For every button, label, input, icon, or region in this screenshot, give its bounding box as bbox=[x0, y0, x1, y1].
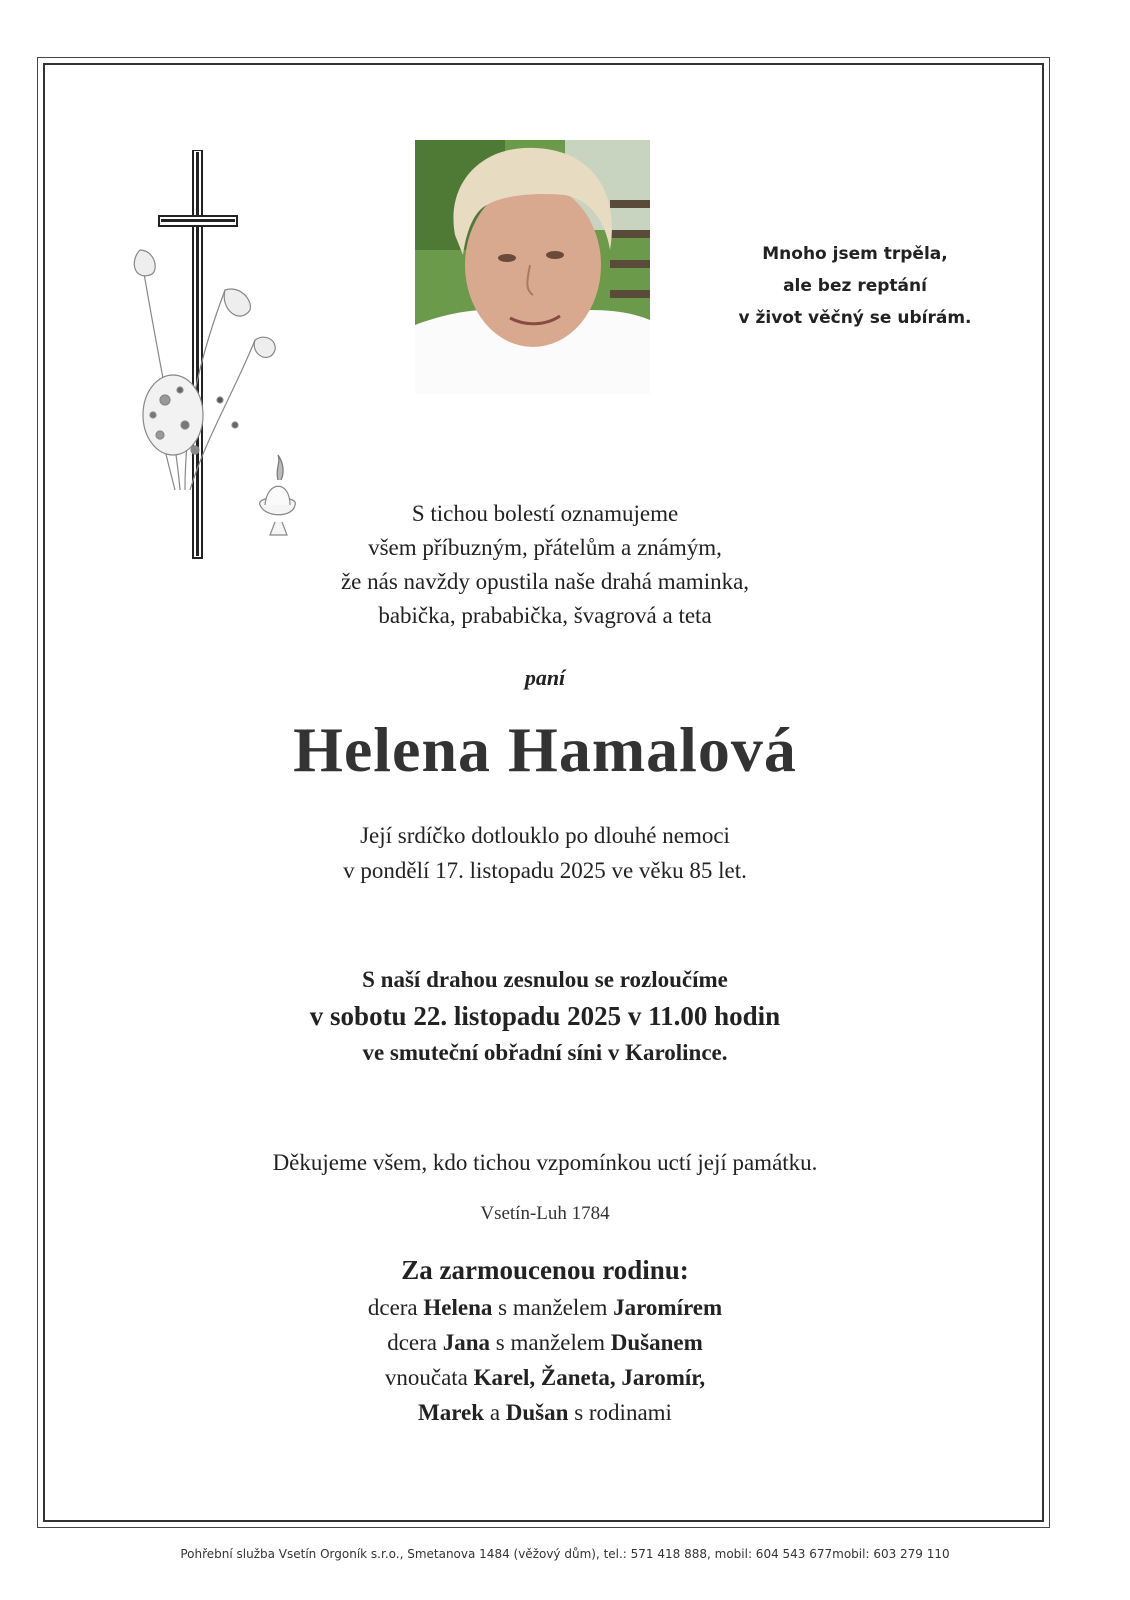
relation-text: a bbox=[484, 1400, 506, 1425]
relation-text: s manželem bbox=[492, 1295, 614, 1320]
announcement-line: že nás navždy opustila naše drahá maminka, bbox=[340, 569, 750, 594]
family-member-name: Jana bbox=[442, 1330, 491, 1355]
announcement-line: S tichou bolestí oznamujeme bbox=[411, 501, 679, 526]
portrait-photo bbox=[415, 140, 650, 394]
relation-text: s rodinami bbox=[568, 1400, 672, 1425]
family-member-name: Jaromírem bbox=[613, 1295, 723, 1320]
lily-bouquet-icon bbox=[134, 250, 295, 535]
thanks-text: Děkujeme všem, kdo tichou vzpomínkou uctí její památku. bbox=[272, 1150, 818, 1175]
motto-verse bbox=[730, 238, 980, 334]
farewell-place: ve smuteční obřadní síni v Karolince. bbox=[362, 1040, 728, 1065]
relation-text: dcera bbox=[387, 1330, 443, 1355]
family-member-name: Karel, Žaneta, Jaromír, bbox=[473, 1365, 706, 1390]
relation-text: vnoučata bbox=[384, 1365, 474, 1390]
announcement-line: všem příbuzným, přátelům a známým, bbox=[368, 535, 722, 560]
address: Vsetín-Luh 1784 bbox=[480, 1203, 610, 1224]
family-line bbox=[45, 1395, 1045, 1430]
relation-text: dcera bbox=[367, 1295, 424, 1320]
family-member-name: Dušan bbox=[505, 1400, 569, 1425]
farewell-info bbox=[45, 962, 1045, 1071]
motto-line: v život věčný se ubírám. bbox=[738, 308, 972, 328]
family-line bbox=[45, 1290, 1045, 1325]
family-member-name: Helena bbox=[423, 1295, 493, 1320]
relation-text: s manželem bbox=[490, 1330, 611, 1355]
death-info-line: v pondělí 17. listopadu 2025 ve věku 85 let. bbox=[343, 858, 747, 883]
death-info-line: Její srdíčko dotlouklo po dlouhé nemoci bbox=[360, 823, 730, 848]
motto-line: ale bez reptání bbox=[783, 276, 927, 296]
honorific: paní bbox=[524, 665, 566, 690]
announcement-text bbox=[45, 497, 1045, 633]
motto-line: Mnoho jsem trpěla, bbox=[762, 244, 948, 264]
family-line bbox=[45, 1360, 1045, 1395]
family-line bbox=[45, 1325, 1045, 1360]
funeral-service-footer: Pohřební služba Vsetín Orgoník s.r.o., Smetanova 1484 (věžový dům), tel.: 571 418 888, mobil: 604 543 677mobil: 603 279 110 bbox=[180, 1547, 950, 1561]
family-signatures bbox=[45, 1250, 1045, 1430]
farewell-line: S naší drahou zesnulou se rozloučíme bbox=[362, 967, 728, 992]
family-member-name: Marek bbox=[418, 1400, 485, 1425]
family-title: Za zarmoucenou rodinu: bbox=[401, 1255, 689, 1285]
family-member-name: Dušanem bbox=[610, 1330, 703, 1355]
announcement-line: babička, prababička, švagrová a teta bbox=[378, 603, 712, 628]
death-info bbox=[45, 818, 1045, 888]
farewell-date-time: v sobotu 22. listopadu 2025 v 11.00 hodin bbox=[309, 1001, 781, 1031]
deceased-name: Helena Hamalová bbox=[293, 714, 797, 785]
